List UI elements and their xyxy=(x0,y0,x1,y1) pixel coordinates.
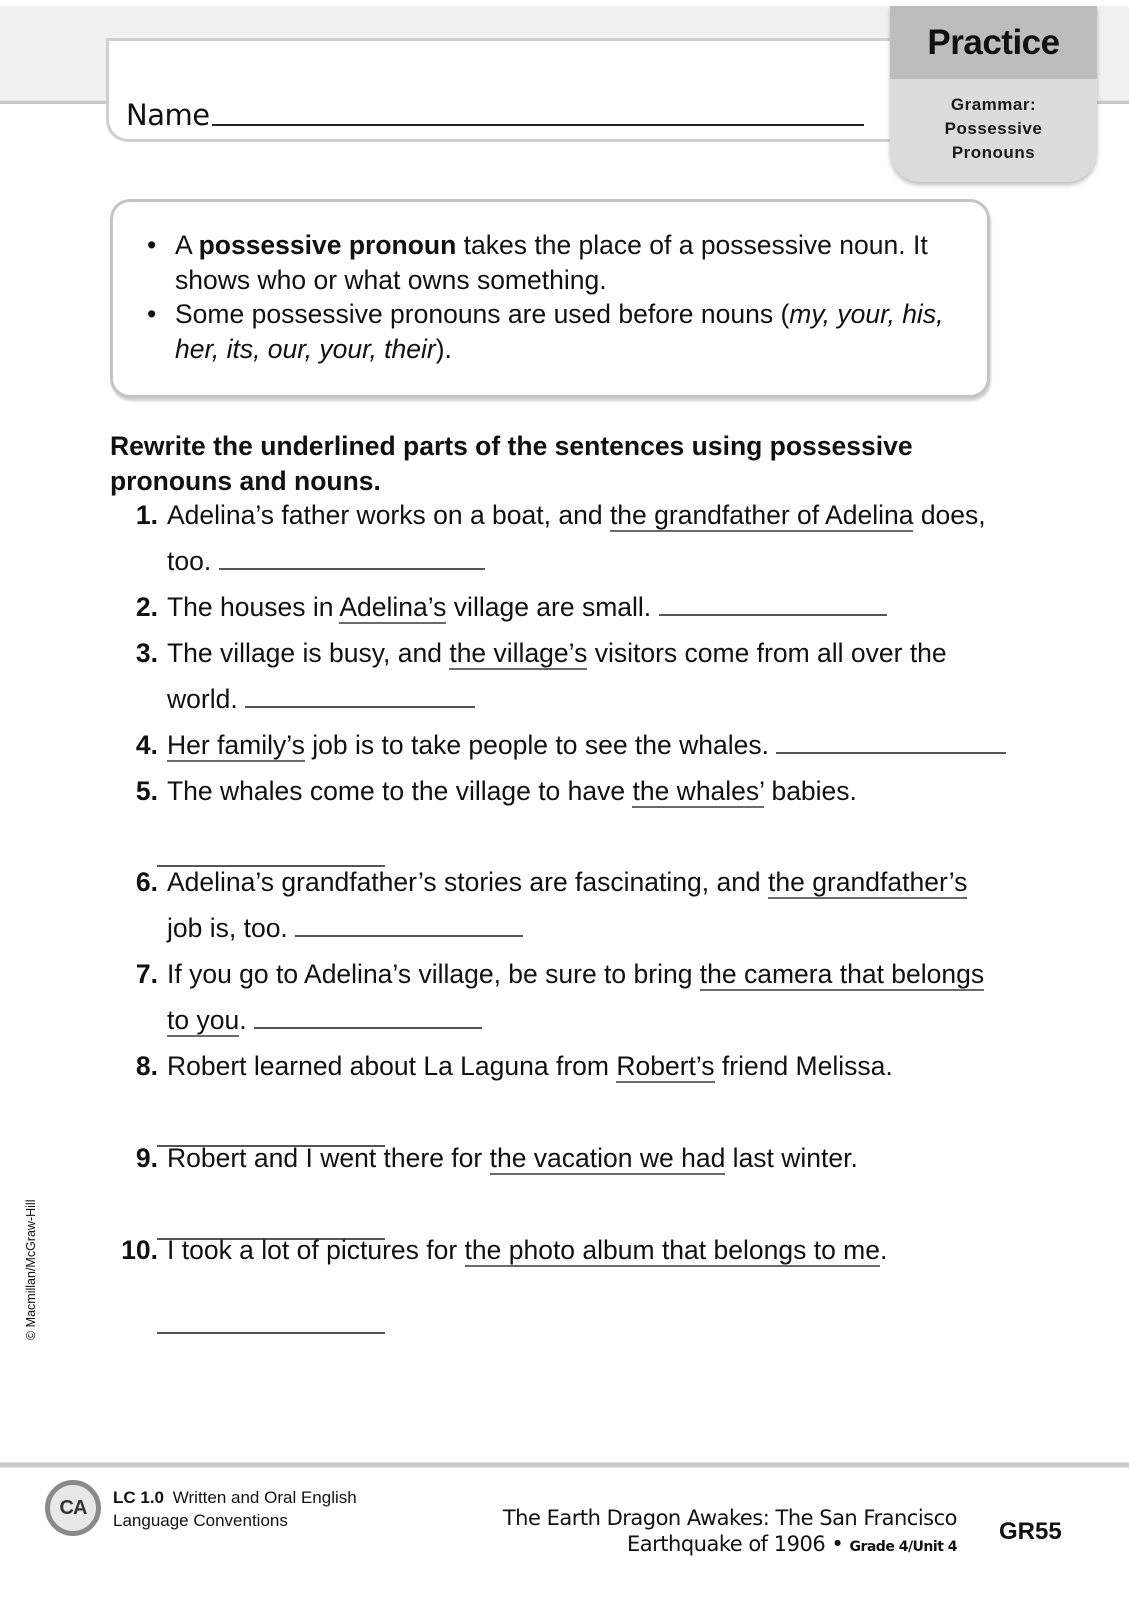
book-title-line2: Earthquake of 1906 xyxy=(627,1532,826,1556)
answer-blank[interactable] xyxy=(245,706,475,708)
item-text: The whales come to the village to have the whales’ babies. xyxy=(167,776,857,806)
answer-blank[interactable] xyxy=(659,614,887,616)
underlined-phrase: Robert’s xyxy=(616,1051,715,1081)
item-number: 2. xyxy=(135,592,158,622)
item-text: I took a lot of pictures for the photo album that belongs to me. xyxy=(167,1235,888,1265)
item-number: 10. xyxy=(121,1235,158,1265)
item-number: 3. xyxy=(135,638,158,668)
copyright-notice: © Macmillan/McGraw-Hill xyxy=(24,1199,38,1340)
item-text: If you go to Adelina’s village, be sure to bring the camera that belongs xyxy=(167,959,985,989)
rule-bullet xyxy=(145,228,965,297)
rule-term: possessive pronoun xyxy=(198,230,457,260)
item-text: Adelina’s grandfather’s stories are fascinating, and the grandfather’s xyxy=(167,867,968,897)
separator-bullet: • xyxy=(831,1532,844,1556)
underlined-phrase: the grandfather of Adelina xyxy=(609,500,914,530)
item-text: to you. xyxy=(158,1005,482,1036)
practice-title: Practice xyxy=(927,22,1060,62)
rule-list xyxy=(145,228,965,366)
rule-bullet xyxy=(145,297,965,366)
item-text: The village is busy, and the village’s visitors come from all over the xyxy=(167,638,947,668)
item-number: 4. xyxy=(135,730,158,760)
rule-text: Some possessive pronouns are used before nouns ( xyxy=(175,299,790,329)
book-title xyxy=(503,1505,957,1560)
answer-blank[interactable] xyxy=(219,568,485,570)
directions: Rewrite the underlined parts of the sentences using possessive pronouns and nouns. xyxy=(110,431,913,496)
underlined-phrase: to you xyxy=(167,1005,240,1035)
item-text: Robert and I went there for the vacation we had last winter. xyxy=(167,1143,858,1173)
item-text: world. xyxy=(158,684,475,715)
name-field-line[interactable] xyxy=(212,124,864,126)
item-number: 9. xyxy=(135,1143,158,1173)
subtitle-line: Pronouns xyxy=(951,143,1036,162)
item-number: 1. xyxy=(135,500,158,530)
answer-blank[interactable] xyxy=(295,935,523,937)
underlined-phrase: the village’s xyxy=(449,638,588,668)
standard-label xyxy=(113,1486,357,1532)
rule-text: ). xyxy=(435,333,452,364)
grade-unit: Grade 4/Unit 4 xyxy=(849,1539,957,1555)
item-text: The houses in Adelina’s village are small. xyxy=(158,592,887,623)
name-label: Name xyxy=(126,98,210,132)
item-text: Her family’s job is to take people to see the whales. xyxy=(158,730,1006,761)
item-text: Adelina’s father works on a boat, and the grandfather of Adelina does, xyxy=(167,500,986,530)
item-number: 7. xyxy=(135,959,158,989)
ca-standard-badge-icon xyxy=(45,1480,101,1536)
rule-examples: my, your, his, her, its, our, your, their xyxy=(175,299,944,364)
item-number: 8. xyxy=(135,1051,158,1081)
practice-subtitle xyxy=(890,79,1097,165)
badge-text: CA xyxy=(59,1496,87,1519)
standard-code: LC 1.0 xyxy=(113,1488,165,1507)
standard-line1: Written and Oral English xyxy=(172,1488,357,1507)
rule-text: A xyxy=(175,230,199,260)
underlined-phrase: Her family’s xyxy=(167,730,305,760)
footer-rule xyxy=(0,1462,1129,1468)
item-number: 6. xyxy=(135,867,158,897)
underlined-phrase: Adelina’s xyxy=(339,592,447,622)
practice-tab-header xyxy=(890,6,1097,79)
underlined-phrase: the vacation we had xyxy=(489,1143,726,1173)
practice-tab xyxy=(890,6,1097,182)
standard-line2: Language Conventions xyxy=(113,1511,288,1530)
rule-text: takes the place of a possessive noun. It shows who or what owns something. xyxy=(175,230,928,295)
page-number: GR55 xyxy=(999,1518,1062,1545)
answer-blank[interactable] xyxy=(254,1027,482,1029)
answer-blank[interactable] xyxy=(776,752,1006,754)
underlined-phrase: the whales’ xyxy=(632,776,765,806)
subtitle-line: Grammar: xyxy=(950,95,1037,114)
item-text: Robert learned about La Laguna from Robert’s friend Melissa. xyxy=(167,1051,893,1081)
underlined-phrase: the photo album that belongs to me xyxy=(464,1235,880,1265)
item-text: too. xyxy=(158,546,485,577)
book-title-line1: The Earth Dragon Awakes: The San Francisco xyxy=(502,1506,957,1530)
subtitle-line: Possessive xyxy=(944,119,1043,138)
underlined-phrase: the grandfather’s xyxy=(768,867,968,897)
item-number: 5. xyxy=(135,776,158,806)
answer-blank[interactable] xyxy=(157,1332,385,1334)
name-box xyxy=(106,38,896,142)
item-text: job is, too. xyxy=(158,913,523,944)
underlined-phrase: the camera that belongs xyxy=(699,959,985,989)
